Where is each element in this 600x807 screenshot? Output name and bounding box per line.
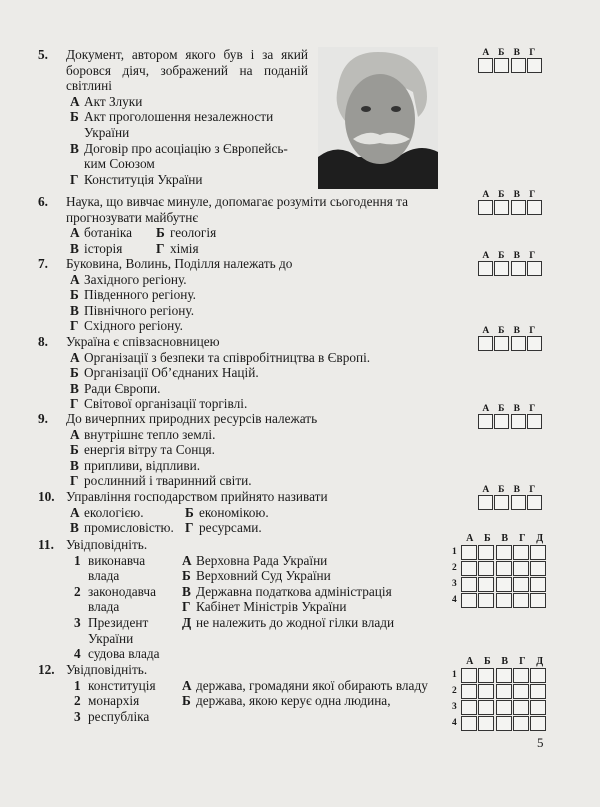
match-left-3 <box>74 709 178 725</box>
answer-checkbox[interactable] <box>511 261 526 276</box>
option-text: Організації з безпеки та співробітництва в Європі. <box>84 349 371 365</box>
question-number: 11. <box>38 537 54 552</box>
answer-checkbox[interactable] <box>494 261 509 276</box>
row-label: 4 <box>452 595 457 605</box>
answer-checkbox[interactable] <box>513 593 529 608</box>
answer-checkbox[interactable] <box>461 561 477 576</box>
question-10 <box>38 489 438 536</box>
answer-checkbox[interactable] <box>530 545 546 560</box>
option-letter: А <box>70 225 80 241</box>
column-label: Г <box>529 251 536 261</box>
answer-checkbox[interactable] <box>511 58 526 73</box>
answer-checkbox[interactable] <box>478 593 494 608</box>
answer-checkbox[interactable] <box>461 593 477 608</box>
answer-checkbox[interactable] <box>513 577 529 592</box>
column-label: В <box>513 326 520 336</box>
answer-checkbox[interactable] <box>478 414 493 429</box>
answer-checkbox[interactable] <box>513 545 529 560</box>
option-text: Західного регіону. <box>84 271 187 287</box>
match-left-4 <box>74 646 178 662</box>
option-letter: В <box>70 380 79 396</box>
answer-checkbox[interactable] <box>478 336 493 351</box>
column-label: Г <box>529 48 536 58</box>
question-text: До вичерпних природних ресурсів належать <box>66 411 318 426</box>
question-number: 12. <box>38 662 55 677</box>
option-text: Кабінет Міністрів України <box>196 599 347 615</box>
answer-checkbox[interactable] <box>478 561 494 576</box>
question-8 <box>38 334 438 412</box>
row-label: 3 <box>452 579 457 589</box>
option-letter: В <box>70 140 79 156</box>
question-text: Управління господарством прийнято називати <box>66 489 328 504</box>
row-label: 2 <box>452 686 457 696</box>
column-label: Д <box>536 656 544 667</box>
question-6 <box>38 194 438 256</box>
option-b[interactable] <box>70 442 438 458</box>
option-v[interactable] <box>70 458 438 474</box>
answer-checkbox[interactable] <box>496 668 512 683</box>
answer-checkbox[interactable] <box>478 716 494 731</box>
answer-boxes-q9 <box>478 404 543 429</box>
column-label: Б <box>498 251 505 261</box>
answer-cells <box>478 495 543 510</box>
column-label: Г <box>519 656 526 667</box>
option-b[interactable] <box>70 365 438 381</box>
answer-cells <box>478 58 543 73</box>
answer-checkbox[interactable] <box>478 545 494 560</box>
column-label: Г <box>529 190 536 200</box>
column-label: Д <box>536 533 544 544</box>
grid-header <box>461 533 549 544</box>
option-text: держава, якою керує одна людина, <box>196 693 391 709</box>
answer-checkbox[interactable] <box>530 668 546 683</box>
answer-checkbox[interactable] <box>496 545 512 560</box>
answer-boxes-q8 <box>478 326 543 351</box>
option-text: рослинний і тваринний світи. <box>84 473 252 489</box>
option-letter: Б <box>70 287 79 303</box>
answer-checkbox[interactable] <box>511 200 526 215</box>
option-text: ресурсами. <box>199 520 262 536</box>
column-label: Г <box>519 533 526 544</box>
grid-row <box>452 576 549 592</box>
column-label: В <box>513 48 520 58</box>
answer-checkbox[interactable] <box>494 200 509 215</box>
answer-cells <box>478 414 543 429</box>
match-left-1 <box>74 553 178 584</box>
option-letter: Б <box>182 568 191 584</box>
option-g[interactable] <box>70 172 308 188</box>
option-letter: Б <box>182 693 191 709</box>
item-number: 2 <box>74 583 81 599</box>
option-letter: А <box>182 552 192 568</box>
option-letter: Б <box>70 442 79 458</box>
answer-checkbox[interactable] <box>496 716 512 731</box>
option-text: Організації Об’єднаних Націй. <box>84 365 259 381</box>
option-text: історія <box>84 240 123 256</box>
answer-checkbox[interactable] <box>530 700 546 715</box>
item-number: 1 <box>74 677 81 693</box>
answer-checkbox[interactable] <box>527 200 542 215</box>
option-letter: Г <box>70 473 79 489</box>
option-b[interactable] <box>156 225 242 241</box>
column-label: В <box>501 656 509 667</box>
answer-checkbox[interactable] <box>478 261 493 276</box>
column-label: А <box>466 656 474 667</box>
match-right-a <box>182 553 438 569</box>
row-label: 4 <box>452 718 457 728</box>
option-letter: Г <box>70 318 79 334</box>
option-g[interactable] <box>70 318 438 334</box>
column-label: Г <box>529 326 536 336</box>
column-label: А <box>482 404 490 414</box>
answer-checkbox[interactable] <box>527 336 542 351</box>
item-number: 3 <box>74 708 81 724</box>
answer-checkbox[interactable] <box>530 593 546 608</box>
answer-checkbox[interactable] <box>530 577 546 592</box>
answer-checkbox[interactable] <box>461 668 477 683</box>
option-text: Ради Європи. <box>84 380 161 396</box>
option-text: Акт Злуки <box>84 93 143 109</box>
column-label: А <box>482 190 490 200</box>
option-text: геологія <box>170 225 217 241</box>
answer-boxes-q10 <box>478 485 543 510</box>
option-letter: В <box>182 583 191 599</box>
answer-cells <box>478 261 543 276</box>
option-letter: А <box>182 677 192 693</box>
answer-checkbox[interactable] <box>513 716 529 731</box>
column-label: Б <box>498 404 505 414</box>
question-number: 9. <box>38 411 48 426</box>
answer-grid-q11 <box>452 533 549 608</box>
answer-header <box>478 404 543 414</box>
answer-checkbox[interactable] <box>478 684 494 699</box>
portrait-photo <box>318 47 438 189</box>
option-letter: В <box>70 240 79 256</box>
answer-grid-q12 <box>452 656 549 731</box>
option-letter: А <box>70 271 80 287</box>
question-9 <box>38 411 438 489</box>
page-number: 5 <box>537 735 544 750</box>
answer-checkbox[interactable] <box>527 261 542 276</box>
option-text: Конституція України <box>84 171 203 187</box>
answer-checkbox[interactable] <box>461 700 477 715</box>
column-label: Г <box>529 485 536 495</box>
answer-checkbox[interactable] <box>478 668 494 683</box>
option-letter: А <box>70 349 80 365</box>
answer-boxes-q5 <box>478 48 543 73</box>
column-label: А <box>466 533 474 544</box>
answer-checkbox[interactable] <box>478 700 494 715</box>
column-label: В <box>513 251 520 261</box>
option-text: промисловістю. <box>84 520 174 536</box>
option-a[interactable] <box>70 427 438 443</box>
grid-row <box>452 683 549 699</box>
question-number: 5. <box>38 47 48 62</box>
grid-row <box>452 715 549 731</box>
item-number: 2 <box>74 693 81 709</box>
answer-checkbox[interactable] <box>513 684 529 699</box>
question-7 <box>38 256 438 334</box>
match-left-2 <box>74 693 178 709</box>
option-letter: В <box>70 302 79 318</box>
answer-checkbox[interactable] <box>494 336 509 351</box>
column-label: В <box>501 533 509 544</box>
option-b[interactable] <box>185 505 271 521</box>
match-right-d <box>182 615 438 631</box>
option-letter: Г <box>185 520 194 536</box>
item-text: монархія <box>88 693 140 709</box>
question-text: Увідповідніть. <box>66 537 148 552</box>
option-letter: Б <box>156 225 165 241</box>
answer-checkbox[interactable] <box>527 414 542 429</box>
answer-boxes-q7 <box>478 251 543 276</box>
question-number: 8. <box>38 334 48 349</box>
option-v[interactable] <box>70 520 185 536</box>
column-label: Б <box>498 326 505 336</box>
answer-checkbox[interactable] <box>461 716 477 731</box>
option-v[interactable] <box>70 303 438 319</box>
answer-checkbox[interactable] <box>530 561 546 576</box>
question-11 <box>38 537 458 662</box>
option-text: держава, громадяни якої обирають владу <box>196 677 428 693</box>
match-right-v <box>182 584 438 600</box>
answer-checkbox[interactable] <box>478 495 493 510</box>
option-text: Світової організації торгівлі. <box>84 396 248 412</box>
answer-checkbox[interactable] <box>478 58 493 73</box>
option-letter: Б <box>185 504 194 520</box>
answer-checkbox[interactable] <box>511 414 526 429</box>
match-right-b <box>182 693 438 709</box>
column-label: А <box>482 48 490 58</box>
option-g[interactable] <box>185 520 271 536</box>
option-g[interactable] <box>156 241 242 257</box>
answer-checkbox[interactable] <box>513 700 529 715</box>
item-text: республіка <box>88 708 150 724</box>
answer-checkbox[interactable] <box>527 495 542 510</box>
option-letter: Г <box>70 171 79 187</box>
answer-header <box>478 251 543 261</box>
answer-checkbox[interactable] <box>513 668 529 683</box>
match-left-2 <box>74 584 178 615</box>
option-letter: Б <box>70 365 79 381</box>
grid-row <box>452 667 549 683</box>
option-text: припливи, відпливи. <box>84 457 201 473</box>
answer-header <box>478 485 543 495</box>
answer-checkbox[interactable] <box>494 414 509 429</box>
option-letter: А <box>70 426 80 442</box>
match-left-3 <box>74 615 178 646</box>
question-12 <box>38 662 458 724</box>
option-text: екологією. <box>84 504 144 520</box>
question-text: Україна є співзасновницею <box>66 334 220 349</box>
question-text: Документ, автором якого був і за який боровся діяч, зображений на поданій світлині <box>66 47 308 94</box>
question-number: 10. <box>38 489 55 504</box>
option-text: внутрішнє тепло землі. <box>84 426 216 442</box>
grid-row <box>452 699 549 715</box>
option-v[interactable] <box>70 381 438 397</box>
match-right-a <box>182 678 438 694</box>
column-label: Б <box>483 533 491 544</box>
grid-row <box>452 544 549 560</box>
option-text: Верховний Суд України <box>196 568 331 584</box>
item-text: судова влада <box>88 646 160 662</box>
item-text: Президент України <box>88 614 149 646</box>
answer-checkbox[interactable] <box>496 700 512 715</box>
column-label: А <box>482 485 490 495</box>
answer-checkbox[interactable] <box>461 684 477 699</box>
answer-checkbox[interactable] <box>496 577 512 592</box>
answer-boxes-q6 <box>478 190 543 215</box>
option-text: Державна податкова адміністрація <box>196 583 392 599</box>
answer-checkbox[interactable] <box>496 593 512 608</box>
option-text: Північного регіону. <box>84 302 195 318</box>
item-number: 3 <box>74 614 81 630</box>
grid-row <box>452 560 549 576</box>
option-a[interactable] <box>70 94 308 110</box>
option-g[interactable] <box>70 396 438 412</box>
option-letter: В <box>70 520 79 536</box>
option-text: економікою. <box>199 504 269 520</box>
answer-checkbox[interactable] <box>496 684 512 699</box>
option-letter: В <box>70 457 79 473</box>
question-text: Наука, що вивчає минуле, допомагає розуміти сьогодення та прогнозувати майбутнє <box>66 194 409 225</box>
column-label: В <box>513 485 520 495</box>
option-a[interactable] <box>70 225 156 241</box>
option-a[interactable] <box>70 350 438 366</box>
option-letter: Б <box>70 109 79 125</box>
item-number: 4 <box>74 646 81 662</box>
question-text: Буковина, Волинь, Поділля належать до <box>66 256 293 271</box>
option-letter: Г <box>182 599 191 615</box>
answer-cells <box>478 200 543 215</box>
answer-checkbox[interactable] <box>511 495 526 510</box>
grid-header <box>461 656 549 667</box>
answer-checkbox[interactable] <box>494 495 509 510</box>
row-label: 2 <box>452 563 457 573</box>
question-number: 7. <box>38 256 48 271</box>
column-label: Б <box>498 190 505 200</box>
option-text: хімія <box>170 240 199 256</box>
row-label: 3 <box>452 702 457 712</box>
column-label: Б <box>498 485 505 495</box>
option-v[interactable] <box>70 241 156 257</box>
option-a[interactable] <box>70 505 185 521</box>
answer-checkbox[interactable] <box>494 58 509 73</box>
answer-checkbox[interactable] <box>461 545 477 560</box>
option-text: ботаніка <box>84 225 133 241</box>
option-text: енергія вітру та Сонця. <box>84 442 215 458</box>
option-text: Акт проголошення незалежности України <box>84 109 274 140</box>
option-a[interactable] <box>70 272 438 288</box>
question-5 <box>38 47 308 187</box>
column-label: А <box>482 326 490 336</box>
option-text: Східного регіону. <box>84 318 183 334</box>
answer-checkbox[interactable] <box>530 716 546 731</box>
column-label: Б <box>483 656 491 667</box>
item-text: законодавча влада <box>88 583 156 615</box>
option-letter: Г <box>156 240 165 256</box>
row-label: 1 <box>452 547 457 557</box>
answer-checkbox[interactable] <box>511 336 526 351</box>
answer-checkbox[interactable] <box>513 561 529 576</box>
column-label: Б <box>498 48 505 58</box>
item-text: виконавча влада <box>88 552 146 584</box>
option-text: Верховна Рада України <box>196 552 328 568</box>
answer-checkbox[interactable] <box>478 577 494 592</box>
option-letter: Д <box>182 614 192 630</box>
option-v[interactable] <box>70 141 308 172</box>
column-label: А <box>482 251 490 261</box>
column-label: Г <box>529 404 536 414</box>
answer-checkbox[interactable] <box>530 684 546 699</box>
match-left-1 <box>74 678 178 694</box>
option-letter: А <box>70 93 80 109</box>
option-b[interactable] <box>70 287 438 303</box>
option-g[interactable] <box>70 473 438 489</box>
match-right-b <box>182 568 438 584</box>
option-text: не належить до жодної гілки влади <box>196 614 395 630</box>
match-right-g <box>182 599 438 615</box>
answer-checkbox[interactable] <box>461 577 477 592</box>
option-text: Південного регіону. <box>84 287 196 303</box>
option-b[interactable] <box>70 109 308 140</box>
answer-header <box>478 326 543 336</box>
column-label: В <box>513 404 520 414</box>
column-label: В <box>513 190 520 200</box>
answer-header <box>478 190 543 200</box>
answer-header <box>478 48 543 58</box>
item-text: конституція <box>88 677 156 693</box>
answer-checkbox[interactable] <box>496 561 512 576</box>
question-text: Увідповідніть. <box>66 662 148 677</box>
option-text: Договір про асоціацію з Європейсь-ким Союзом <box>84 140 288 172</box>
row-label: 1 <box>452 670 457 680</box>
answer-checkbox[interactable] <box>527 58 542 73</box>
answer-cells <box>478 336 543 351</box>
answer-checkbox[interactable] <box>478 200 493 215</box>
item-number: 1 <box>74 552 81 568</box>
option-letter: А <box>70 504 80 520</box>
grid-row <box>452 592 549 608</box>
option-letter: Г <box>70 396 79 412</box>
question-number: 6. <box>38 194 48 209</box>
